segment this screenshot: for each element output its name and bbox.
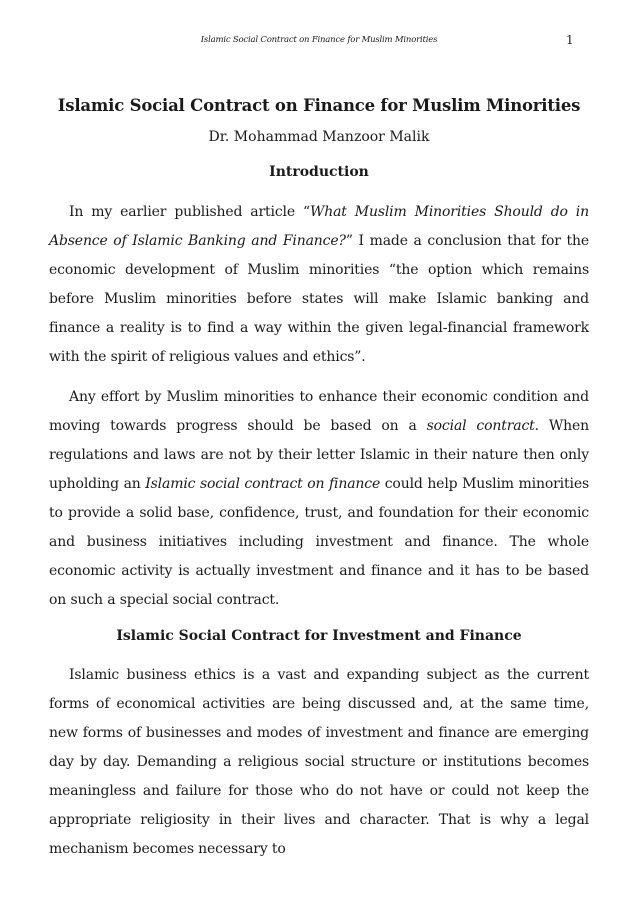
article-title-italic: What Muslim Minorities Should do in Absence of Islamic Banking and Finance? (49, 204, 589, 249)
paragraph (49, 198, 589, 372)
page-number: 1 (566, 33, 574, 47)
section-heading-introduction: Introduction (269, 164, 369, 180)
paragraph-text: could help Muslim minorities to provide a solid base, confidence, trust, and foundation for their economic and business initiatives including investment and finance. The whole economic activity is actually investment and finance and it has to be based on such a special social contract. (49, 476, 589, 608)
section-heading-investment-finance: Islamic Social Contract for Investment and Finance (116, 628, 522, 644)
author-name: Dr. Mohammad Manzoor Malik (208, 129, 430, 145)
paragraph-text: . When regulations and laws are not by their letter Islamic in their nature then only upholding an (49, 418, 589, 492)
paragraph-text: ” I made a conclusion that for the economic development of Muslim minorities “the option which remains before Muslim minorities before states will make Islamic banking and finance a reality is to find a way within the given legal-financial framework with the spirit of religious values and ethics”. (49, 233, 590, 365)
running-header: Islamic Social Contract on Finance for Muslim Minorities (200, 35, 438, 45)
paragraph-text: Any effort by Muslim minorities to enhance their economic condition and moving towards progress should be based on a (49, 389, 589, 434)
paragraph-text: Islamic business ethics is a vast and expanding subject as the current forms of economical activities are being discussed and, at the same time, new forms of businesses and modes of investment and finance are emerging day by day. Demanding a religious social structure or institutions becomes meaningless and failure for those who do not have or could not keep the appropriate religiosity in their lives and character. That is why a legal mechanism becomes necessary to (49, 667, 589, 857)
paragraph-text: In my earlier published article “ (69, 204, 310, 220)
emphasis-italic: Islamic social contract on finance (145, 476, 381, 492)
paragraph (49, 661, 589, 864)
document-title: Islamic Social Contract on Finance for Muslim Minorities (57, 96, 581, 115)
emphasis-italic: social contract (426, 418, 535, 434)
paragraph (49, 383, 589, 615)
